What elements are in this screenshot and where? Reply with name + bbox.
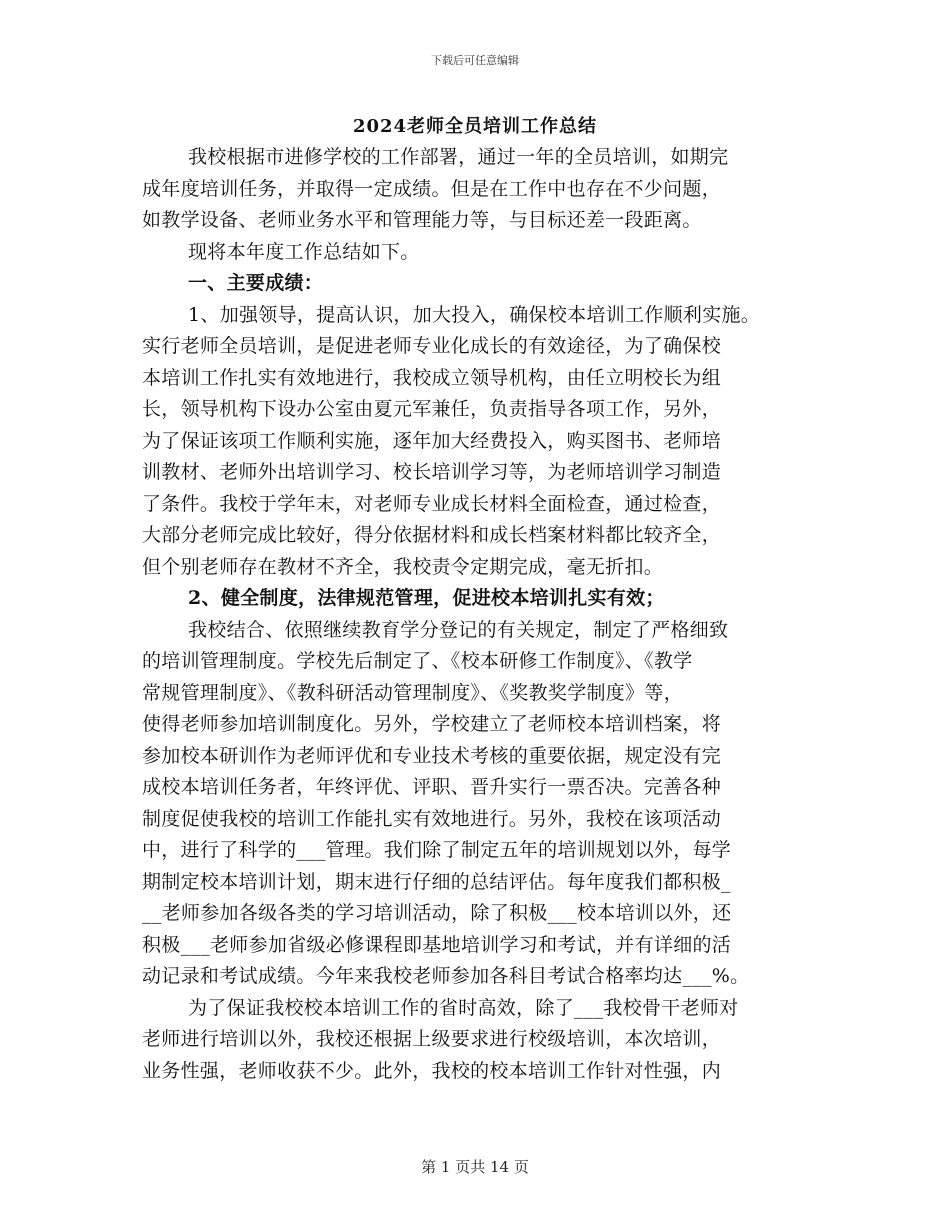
text-line: 为了保证我校校本培训工作的省时高效，除了___我校骨干老师对 bbox=[188, 996, 739, 1019]
text-line: 动记录和考试成绩。今年来我校老师参加各科目考试合格率均达___%。 bbox=[142, 965, 750, 987]
text-line: 1、加强领导，提高认识，加大投入，确保校本培训工作顺利实施。 bbox=[188, 303, 761, 326]
text-line: 如教学设备、老师业务水平和管理能力等，与目标还差一段距离。 bbox=[142, 209, 702, 231]
text-line: 为了保证该项工作顺利实施，逐年加大经费投入，购买图书、老师培 bbox=[142, 429, 722, 452]
section-heading-line: 一、主要成绩： bbox=[188, 272, 324, 294]
document-body bbox=[142, 142, 810, 1087]
text-line: 了条件。我校于学年末，对老师专业成长材料全面检查，通过检查， bbox=[142, 492, 722, 515]
text-line: 业务性强，老师收获不少。此外，我校的校本培训工作针对性强，内 bbox=[142, 1059, 722, 1082]
text-line: __老师参加各级各类的学习培训活动，除了积极___校本培训以外，还 bbox=[142, 902, 732, 924]
text-line: 实行老师全员培训，是促进老师专业化成长的有效途径，为了确保校 bbox=[142, 335, 722, 357]
text-line: 中，进行了科学的___管理。我们除了制定五年的培训规划以外，每学 bbox=[142, 839, 732, 861]
text-line: 积极___老师参加省级必修课程即基地培训学习和考试，并有详细的活 bbox=[142, 933, 732, 956]
text-line: 我校结合、依照继续教育学分登记的有关规定，制定了严格细致 bbox=[188, 618, 729, 641]
text-line: 的培训管理制度。学校先后制定了、《校本研修工作制度》、《教学 bbox=[142, 650, 693, 672]
text-line: 本培训工作扎实有效地进行，我校成立领导机构，由任立明校长为组 bbox=[142, 366, 722, 389]
document-title: 2024老师全员培训工作总结 bbox=[352, 116, 598, 137]
text-line: 但个别老师存在教材不齐全，我校责令定期完成，毫无折扣。 bbox=[142, 555, 664, 578]
text-line: 大部分老师完成比较好，得分依据材料和成长档案材料都比较齐全， bbox=[142, 524, 722, 546]
text-line: 参加校本研训作为老师评优和专业技术考核的重要依据，规定没有完 bbox=[142, 744, 722, 767]
text-line: 老师进行培训以外，我校还根据上级要求进行校级培训，本次培训， bbox=[142, 1028, 722, 1050]
text-line: 成年度培训任务，并取得一定成绩。但是在工作中也存在不少问题， bbox=[142, 177, 722, 200]
text-line: 制度促使我校的培训工作能扎实有效地进行。另外，我校在该项活动 bbox=[142, 807, 722, 830]
text-line: 常规管理制度》、《教科研活动管理制度》、《奖教奖学制度》等， bbox=[142, 681, 684, 704]
page-footer: 第 1 页共 14 页 bbox=[421, 1158, 529, 1176]
text-line: 成校本培训任务者，年终评优、评职、晋升实行一票否决。完善各种 bbox=[142, 776, 722, 798]
text-line: 期制定校本培训计划，期末进行仔细的总结评估。每年度我们都积极_ bbox=[142, 870, 731, 893]
page-header: 下载后可任意编辑 bbox=[431, 54, 519, 67]
text-line: 现将本年度工作总结如下。 bbox=[188, 240, 420, 263]
text-line: 我校根据市进修学校的工作部署，通过一年的全员培训，如期完 bbox=[188, 146, 729, 168]
section-heading-line: 2、健全制度，法律规范管理，促进校本培训扎实有效； bbox=[188, 587, 665, 609]
text-line: 使得老师参加培训制度化。另外，学校建立了老师校本培训档案，将 bbox=[142, 713, 722, 735]
text-line: 训教材、老师外出培训学习、校长培训学习等，为老师培训学习制造 bbox=[142, 461, 722, 483]
text-line: 长，领导机构下设办公室由夏元军兼任，负责指导各项工作，另外， bbox=[142, 398, 722, 420]
